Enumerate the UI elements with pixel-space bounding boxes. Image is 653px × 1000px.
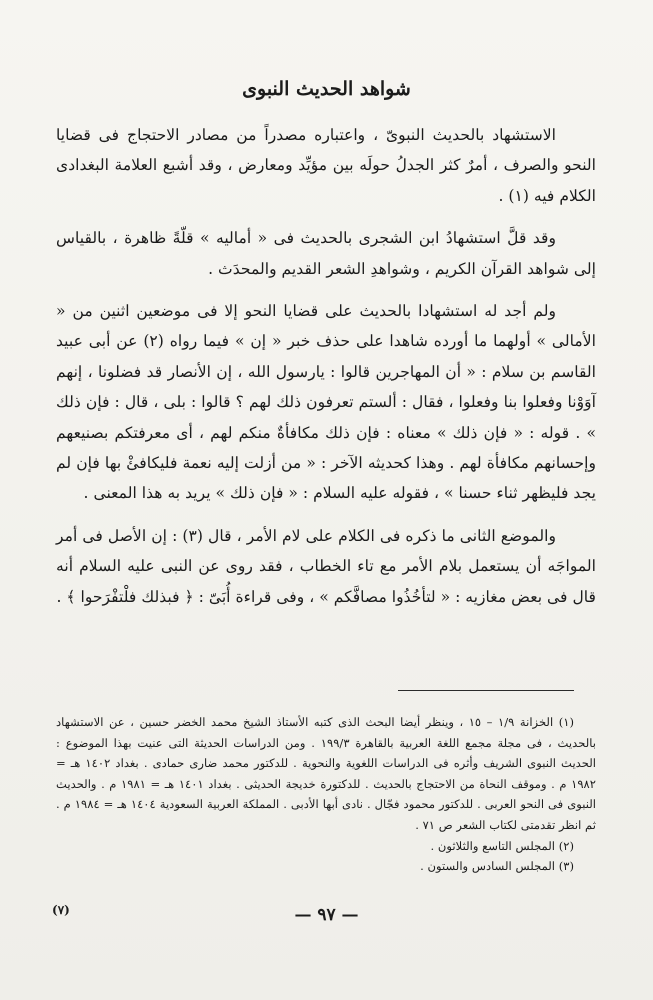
footnote-2: (٢) المجلس التاسع والثلاثون . <box>430 838 574 853</box>
paragraph-1: الاستشهاد بالحديث النبوىّ ، واعتباره مصدراً من مصادر الاحتجاج فى قضايا النحو والصرف ، أمرٌ كثر الجدلُ حولَه بين مؤيِّد ومعارض ، وقد أشبع العلامة البغدادى الكلام فيه (١) . <box>56 126 596 205</box>
paragraph-2: وقد قلَّ استشهادُ ابن الشجرى بالحديث فى « أماليه » قلّةً ظاهرة ، بالقياس إلى شواهد القرآن الكريم ، وشواهدِ الشعر القديم والمحدَث . <box>56 229 596 278</box>
page-number: — ٩٧ — <box>294 905 359 925</box>
paragraph-4: والموضع الثانى ما ذكره فى الكلام على لام الأمر ، قال (٣) : إن الأصل فى أمر المواجَه أن يستعمل بلام الأمر مع تاء الخطاب ، فقد روى عن النبى عليه السلام أنه قال فى بعض مغازيه : « لتأخُذُوا مصافَّكم » ، وفى قراءة أُبَىّ : ﴿ فبذلك فلْتفْرَحوا ﴾ . <box>56 526 596 606</box>
footnote-divider <box>398 690 574 691</box>
footnote-1: (١) الخزانة ١/٩ – ١٥ ، وينظر أيضا البحث الذى كتبه الأستاذ الشيخ محمد الخضر حسين ، عن الاستشهاد بالحديث ، فى مجلة مجمع اللغة العربية بالقاهرة ١٩٩/٣ . ومن الدراسات الحديثة التى عنيت بهذا الموضوع : الحديث النبوى الشريف وأثره فى الدراسات اللغوية والنحوية . للدكتور محمد ضارى حمادى . بغداد ١٤٠٢ هـ = ١٩٨٢ م . وموقف النحاة من الاحتجاج بالحديث . للدكتورة خديجة الحديثى . بغداد ١٤٠١ هـ = ١٩٨١ م . والحديث النبوى فى النحو العربى . للدكتور محمود فجّال . نادى أبها الأدبى . المملكة العربية السعودية ١٤٠٤ هـ = ١٩٨٤ م . ثم انظر تقدمتى لكتاب الشعر ص ٧١ . <box>56 715 597 832</box>
footnotes <box>56 712 596 877</box>
main-text <box>56 120 596 624</box>
signature-mark: (٧) <box>52 903 70 917</box>
paragraph-3: ولم أجد له استشهادا بالحديث على قضايا النحو إلا فى موضعين اثنين من « الأمالى » أولهما ما أورده شاهدا على حذف خبر « إن » فيما رواه (٢) عن أبى عبيد القاسم بن سلام : « أن المهاجرين قالوا : يارسول الله ، إن الأنصار قد فضلونا ، إنهم آوَوْنا وفعلوا بنا وفعلوا ، فقال : ألستم تعرفون ذلك لهم ؟ قالوا : بلى ، قال : فإن ذلك » . قوله : « فإن ذلك » معناه : فإن ذلك مكافأةٌ منكم لهم ، أى معرفتكم بصنيعهم وإحسانهم مكافأة لهم . وهذا كحديثه الآخر : « من أزلت إليه نعمة فليكافئْ بها فإن لم يجد فليظهر ثناء حسنا » ، فقوله عليه السلام : « فإن ذلك » يريد به هذا المعنى . <box>56 302 596 503</box>
footnote-3: (٣) المجلس السادس والستون . <box>420 859 574 874</box>
page-title: شواهد الحديث النبوى <box>242 78 411 100</box>
